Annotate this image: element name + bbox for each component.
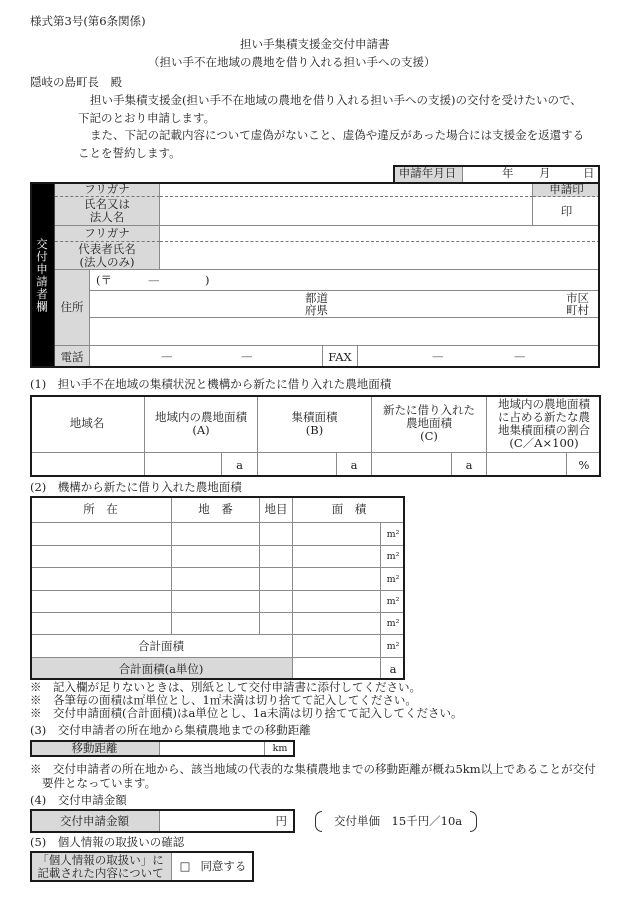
rep-furigana-field xyxy=(160,226,600,242)
location-input[interactable] xyxy=(30,591,171,612)
total-area-a-label-cell xyxy=(30,658,293,680)
area-cell xyxy=(293,523,381,546)
month-unit: 月 xyxy=(539,166,551,180)
total-area-label-cell xyxy=(30,635,293,658)
area-unit-cell xyxy=(381,591,405,613)
postal-code-input[interactable] xyxy=(112,270,212,290)
land-category-cell xyxy=(260,523,293,546)
prefecture-label-line-2: 府県 xyxy=(305,303,328,317)
area-unit-cell xyxy=(381,613,405,635)
area-c-cell xyxy=(372,453,452,477)
column-lot-number-text: 地 番 xyxy=(198,501,233,516)
area-cell xyxy=(293,613,381,635)
lot-number-input[interactable] xyxy=(172,568,259,590)
header-area-name xyxy=(30,395,145,453)
header-area-a-line-2: (A) xyxy=(192,422,210,437)
seal-header: 申請印 xyxy=(549,181,584,196)
area-a-input[interactable] xyxy=(145,453,221,477)
amount-label-cell xyxy=(30,809,160,833)
header-ratio-line-2: に占める新たな農 xyxy=(498,409,590,424)
header-area-b xyxy=(258,395,372,453)
fax-field xyxy=(358,346,600,368)
day-input[interactable] xyxy=(551,165,587,182)
rep-furigana-label: フリガナ xyxy=(84,226,130,240)
location-input[interactable] xyxy=(30,523,171,545)
location-input[interactable] xyxy=(30,546,171,567)
total-area-a-unit-cell xyxy=(381,658,405,680)
note-3: ※ 交付申請面積(合計面積)はa単位とし、1a未満は切り捨てて記入してください。 xyxy=(30,706,463,720)
rep-furigana-input[interactable] xyxy=(160,226,600,241)
distance-input[interactable] xyxy=(160,740,264,757)
total-area-unit: m² xyxy=(386,640,400,652)
total-area-unit-cell xyxy=(381,635,405,658)
column-lot-number xyxy=(172,496,260,523)
name-label-line-2: 法人名 xyxy=(89,210,125,224)
unit-price: 交付単価 15千円／10a xyxy=(334,814,463,828)
section3-heading: (3) 交付申請者の所在地から集積農地までの移動距離 xyxy=(30,723,311,737)
phone-label-cell xyxy=(55,346,90,368)
postal-dash: — xyxy=(148,273,160,287)
intro-line-1: 担い手集積支援金(担い手不在地域の農地を借り入れる担い手への支援)の交付を受けたいので、 xyxy=(90,93,582,107)
lot-number-cell xyxy=(172,546,260,568)
area-c-unit: a xyxy=(465,457,473,472)
fax-label: FAX xyxy=(328,349,352,364)
address-label-cell xyxy=(55,270,90,346)
distance-note-line-1: ※ 交付申請者の所在地から、該当地域の代表的な集積農地までの移動距離が概ね5km以上であることが交付 xyxy=(30,762,596,776)
area-c-input[interactable] xyxy=(372,453,451,477)
year-unit: 年 xyxy=(502,166,514,180)
land-category-cell xyxy=(260,591,293,613)
agree-label[interactable]: 同意する xyxy=(200,859,247,873)
distance-unit: km xyxy=(272,743,288,754)
rep-name-label-line-1: 代表者氏名 xyxy=(78,241,136,256)
total-area-a-unit: a xyxy=(389,661,397,676)
rep-name-label-line-2: (法人のみ) xyxy=(79,254,135,269)
distance-label: 移動距離 xyxy=(71,741,118,755)
location-cell xyxy=(30,523,172,546)
area-input[interactable] xyxy=(293,591,380,612)
amount-label: 交付申請金額 xyxy=(60,813,129,828)
intro-line-4: ことを誓約します。 xyxy=(78,146,181,160)
city-label-line-1: 市区 xyxy=(566,291,589,305)
application-date-label-text: 申請年月日 xyxy=(398,166,457,180)
distance-cell xyxy=(160,740,265,757)
rep-name-input[interactable] xyxy=(160,242,600,269)
area-b-cell xyxy=(258,453,337,477)
area-a-unit: a xyxy=(236,457,243,472)
lot-number-input[interactable] xyxy=(172,591,259,612)
area-a-cell xyxy=(145,453,222,477)
amount-input[interactable] xyxy=(160,809,270,833)
location-cell xyxy=(30,613,172,635)
total-area-a-cell xyxy=(293,658,381,680)
rep-furigana-label-cell xyxy=(55,226,160,242)
distance-label-cell xyxy=(30,740,160,757)
address-label: 住所 xyxy=(60,300,84,314)
ratio-unit: % xyxy=(578,457,590,472)
header-area-a xyxy=(145,395,258,453)
area-b-unit-cell xyxy=(337,453,372,477)
addressee: 隠岐の島町長 殿 xyxy=(30,75,122,89)
phone-dash-1: — xyxy=(161,349,173,363)
furigana-label-cell xyxy=(55,182,160,197)
location-input[interactable] xyxy=(30,613,171,634)
header-area-c-line-1: 新たに借り入れた xyxy=(383,403,475,417)
lot-number-input[interactable] xyxy=(172,546,259,567)
section5-heading: (5) 個人情報の取扱いの確認 xyxy=(30,835,185,849)
header-area-name-text: 地域名 xyxy=(69,416,105,430)
note-2: ※ 各筆毎の面積は㎡単位とし、1㎡未満は切り捨てて記入してください。 xyxy=(30,693,417,707)
name-field xyxy=(160,197,533,226)
area-name-input[interactable] xyxy=(30,453,144,477)
application-date-field xyxy=(463,165,600,182)
total-area-cell xyxy=(293,635,381,658)
form-subtitle: （担い手不在地域の農地を借り入れる担い手への支援） xyxy=(148,55,436,69)
location-input[interactable] xyxy=(30,568,171,590)
lot-number-cell xyxy=(172,591,260,613)
address-line-1-input[interactable] xyxy=(335,291,565,317)
form-title: 担い手集積支援金交付申請書 xyxy=(240,37,390,51)
ratio-unit-cell xyxy=(567,453,601,477)
area-c-unit-cell xyxy=(452,453,487,477)
intro-line-2: 下記のとおり申請します。 xyxy=(78,111,216,125)
area-cell xyxy=(293,568,381,591)
ratio-cell xyxy=(487,453,567,477)
header-area-c xyxy=(372,395,487,453)
seal-mark: 印 xyxy=(560,203,573,218)
application-date-label xyxy=(393,165,463,182)
postal-prefix: (〒 xyxy=(96,273,112,287)
form-number: 様式第3号(第6条関係) xyxy=(30,14,146,28)
land-category-input[interactable] xyxy=(260,568,292,590)
name-label-cell xyxy=(55,197,160,226)
header-ratio-line-3: 地集積面積の割合 xyxy=(498,422,590,437)
right-bracket xyxy=(470,811,477,832)
lot-number-cell xyxy=(172,613,260,635)
header-area-c-line-3: (C) xyxy=(420,429,438,443)
fax-label-cell xyxy=(323,346,358,368)
address-line-2-row xyxy=(90,318,600,346)
address-line-1-row xyxy=(90,291,600,318)
section1-heading: (1) 担い手不在地域の集積状況と機構から新たに借り入れた農地面積 xyxy=(30,377,392,391)
fax-input[interactable] xyxy=(358,346,600,368)
header-area-c-line-2: 農地面積 xyxy=(406,416,452,430)
prefecture-label-line-1: 都道 xyxy=(305,291,328,305)
total-area-label: 合計面積 xyxy=(138,638,184,653)
lot-number-cell xyxy=(172,568,260,591)
furigana-label: フリガナ xyxy=(84,181,130,196)
area-unit: m² xyxy=(386,596,400,607)
phone-dash-2: — xyxy=(241,349,253,363)
header-ratio xyxy=(487,395,601,453)
land-category-input[interactable] xyxy=(260,523,292,545)
area-b-unit: a xyxy=(350,457,358,472)
area-unit: m² xyxy=(386,618,400,629)
area-input[interactable] xyxy=(293,546,380,567)
area-input[interactable] xyxy=(293,523,380,545)
applicant-section-bar xyxy=(30,182,55,368)
lot-number-cell xyxy=(172,523,260,546)
column-location-text: 所 在 xyxy=(83,501,118,516)
area-unit: m² xyxy=(386,551,400,562)
note-1: ※ 記入欄が足りないときは、別紙として交付申請書に添付してください。 xyxy=(30,680,421,694)
city-label-line-2: 町村 xyxy=(566,303,589,317)
phone-field xyxy=(90,346,323,368)
area-unit-cell xyxy=(381,523,405,546)
location-cell xyxy=(30,568,172,591)
area-name-cell xyxy=(30,453,145,477)
year-input[interactable] xyxy=(467,165,505,182)
name-label-line-1: 氏名又は xyxy=(84,197,130,211)
column-location xyxy=(30,496,172,523)
agree-checkbox[interactable]: □ xyxy=(179,859,191,873)
area-input[interactable] xyxy=(293,568,380,590)
column-land-category-text: 地目 xyxy=(264,501,288,516)
area-unit-cell xyxy=(381,546,405,568)
total-area-input[interactable] xyxy=(293,635,380,657)
left-bracket xyxy=(315,811,322,832)
column-land-category xyxy=(260,496,293,523)
fax-dash-2: — xyxy=(514,349,526,363)
phone-input[interactable] xyxy=(90,346,322,368)
total-area-a-input[interactable] xyxy=(293,658,380,680)
address-line-2-input[interactable] xyxy=(90,318,600,345)
area-unit: m² xyxy=(386,573,400,585)
distance-unit-cell xyxy=(265,740,295,757)
land-category-cell xyxy=(260,546,293,568)
area-a-unit-cell xyxy=(222,453,258,477)
applicant-section-label: 交付申請者欄 xyxy=(35,237,49,313)
area-b-input[interactable] xyxy=(258,453,336,477)
seal-header-cell xyxy=(533,182,600,197)
lot-number-input[interactable] xyxy=(172,613,259,634)
ratio-input[interactable] xyxy=(487,453,566,477)
rep-name-label-cell xyxy=(55,242,160,270)
intro-line-3: また、下記の記載内容について虚偽がないこと、虚偽や違反があった場合には支援金を返還する xyxy=(90,128,585,142)
land-category-cell xyxy=(260,613,293,635)
total-area-a-label: 合計面積(a単位) xyxy=(118,661,204,676)
column-area xyxy=(293,496,405,523)
postal-code-row xyxy=(90,270,600,291)
amount-cell xyxy=(160,809,295,833)
fax-dash-1: — xyxy=(432,349,444,363)
section2-heading: (2) 機構から新たに借り入れた農地面積 xyxy=(30,480,242,494)
location-cell xyxy=(30,591,172,613)
area-cell xyxy=(293,546,381,568)
header-area-b-line-2: (B) xyxy=(305,422,324,437)
header-area-a-line-1: 地域内の農地面積 xyxy=(155,409,247,424)
phone-label: 電話 xyxy=(60,349,84,364)
lot-number-input[interactable] xyxy=(172,523,259,545)
land-category-cell xyxy=(260,568,293,591)
furigana-field xyxy=(160,182,533,197)
location-cell xyxy=(30,546,172,568)
privacy-agree-cell xyxy=(172,851,254,882)
area-unit-cell xyxy=(381,568,405,591)
privacy-label-cell xyxy=(30,851,172,882)
land-category-input[interactable] xyxy=(260,591,292,612)
land-category-input[interactable] xyxy=(260,613,292,634)
distance-note-line-2: 要件となっています。 xyxy=(42,776,157,790)
seal-cell xyxy=(533,197,600,226)
postal-suffix: ) xyxy=(205,273,210,287)
name-input[interactable] xyxy=(160,197,532,225)
rep-name-field xyxy=(160,242,600,270)
day-unit: 日 xyxy=(583,166,595,180)
header-area-b-line-1: 集積面積 xyxy=(291,409,338,424)
furigana-input[interactable] xyxy=(160,182,532,196)
privacy-label-line-1: 「個人情報の取扱い」に xyxy=(37,852,164,867)
amount-unit: 円 xyxy=(275,813,287,828)
land-category-input[interactable] xyxy=(260,546,292,567)
privacy-label-line-2: 記載された内容について xyxy=(37,865,164,880)
area-unit: m² xyxy=(386,528,400,540)
section4-heading: (4) 交付申請金額 xyxy=(30,793,127,807)
area-input[interactable] xyxy=(293,613,380,634)
header-ratio-line-1: 地域内の農地面積 xyxy=(498,396,590,411)
header-ratio-line-4: (C／A×100) xyxy=(509,435,579,450)
area-cell xyxy=(293,591,381,613)
column-area-text: 面 積 xyxy=(331,501,367,516)
